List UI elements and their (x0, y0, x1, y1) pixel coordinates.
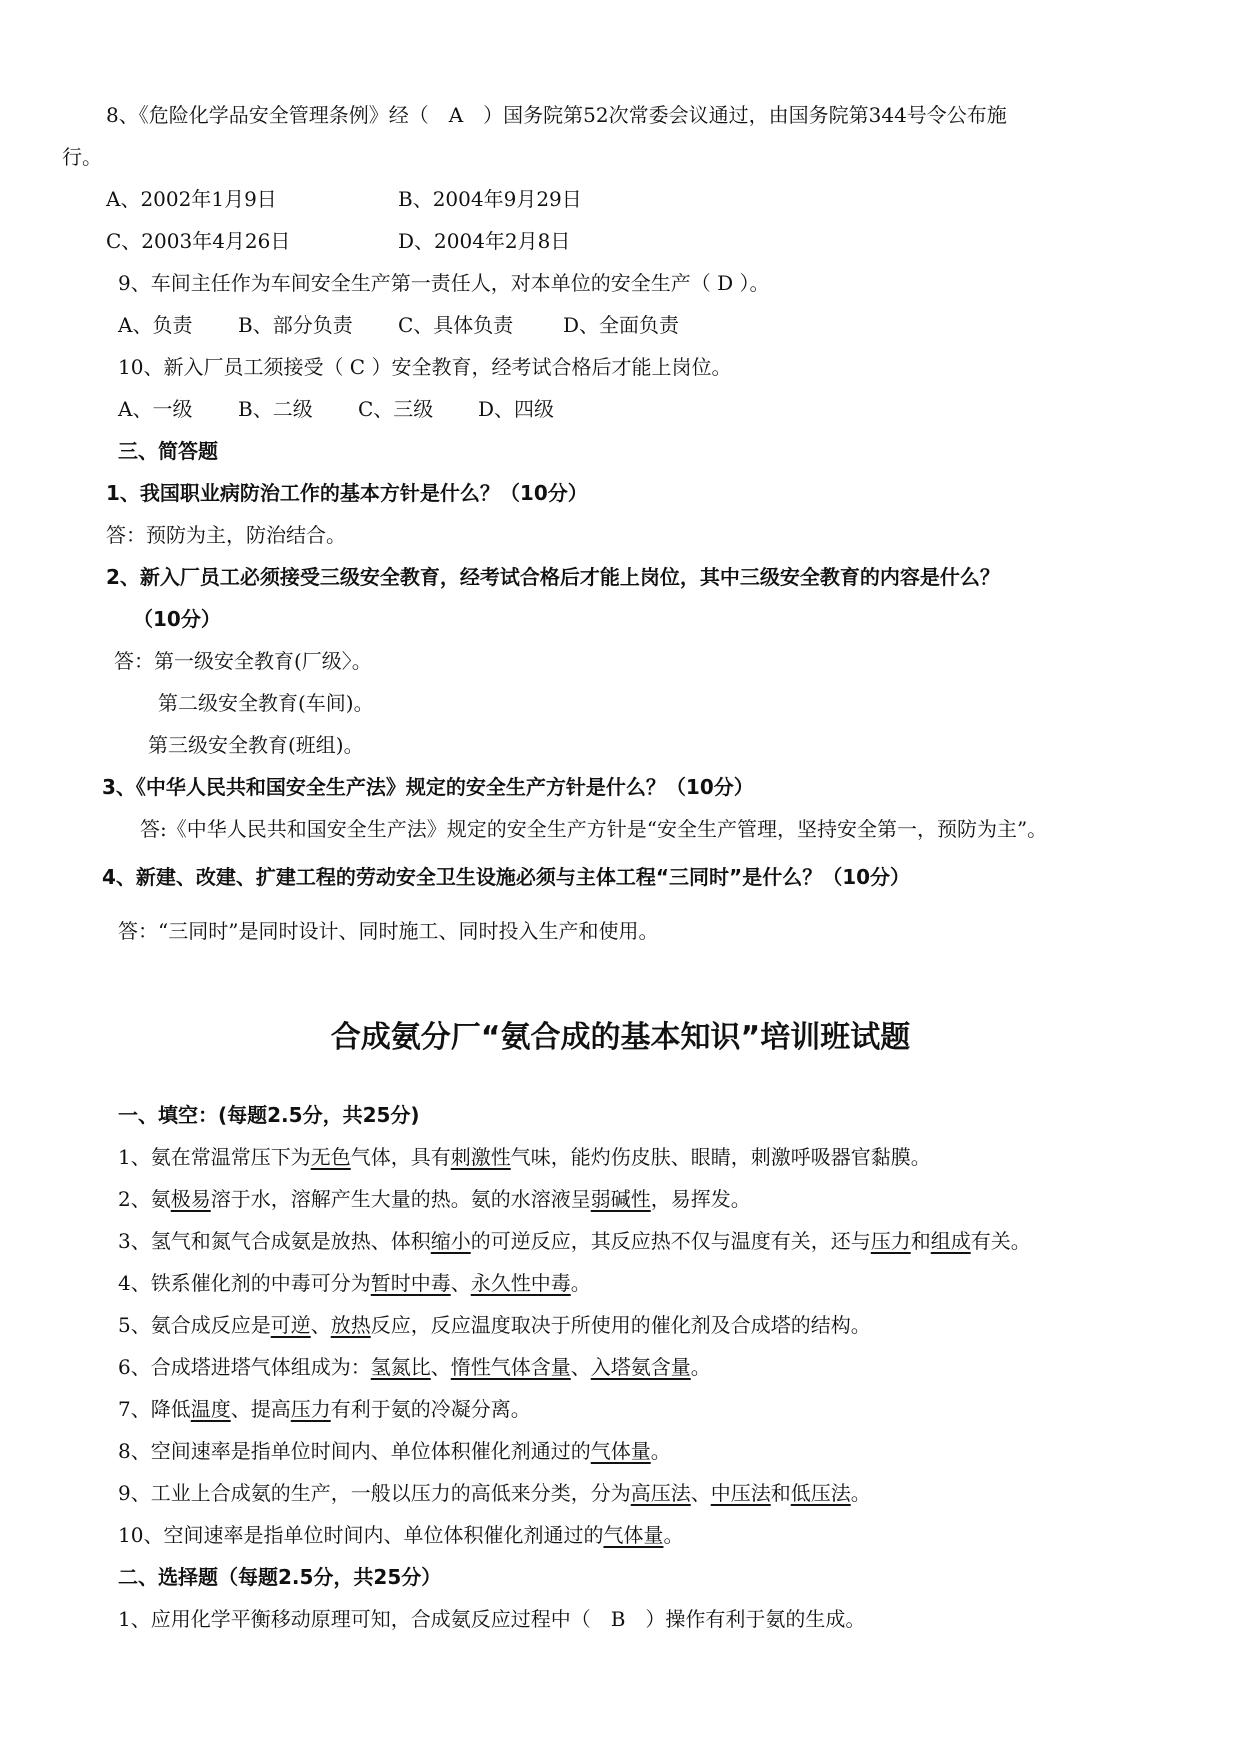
fill-answer: 缩小 (430, 1229, 471, 1253)
fill-question-1: 1、氨在常温常压下为无色气体，具有刺激性气味，能灼伤皮肤、眼睛，刺激呼吸器官黏膜。 (118, 1145, 931, 1169)
fill-answer: 组成 (930, 1229, 971, 1253)
fill-answer: 中压法 (710, 1481, 771, 1505)
question-9-option-b: B、部分负责 (238, 313, 353, 337)
short-answer-2-answer-line3: 第三级安全教育(班组)。 (148, 733, 364, 757)
fill-answer: 气体量 (603, 1523, 664, 1547)
fill-answer: 弱碱性 (590, 1187, 651, 1211)
question-9-option-d: D、全面负责 (563, 313, 680, 337)
question-8-line2: 行。 (62, 145, 102, 169)
fill-answer: 低压法 (790, 1481, 851, 1505)
fill-answer: 可逆 (270, 1313, 311, 1337)
fill-question-6: 6、合成塔进塔气体组成为：氢氮比、惰性气体含量、入塔氨含量。 (118, 1355, 711, 1379)
fill-answer: 压力 (870, 1229, 911, 1253)
question-8-option-d: D、2004年2月8日 (398, 229, 571, 253)
short-answer-1-answer: 答：预防为主，防治结合。 (106, 523, 346, 547)
fill-answer: 入塔氨含量 (590, 1355, 691, 1379)
short-answer-2-answer-line1: 答：第一级安全教育(厂级〉。 (114, 649, 372, 673)
question-10-option-b: B、二级 (238, 397, 313, 421)
question-10-option-a: A、一级 (118, 397, 193, 421)
question-9: 9、车间主任作为车间安全生产第一责任人，对本单位的安全生产（ D ）。 (118, 271, 770, 295)
fill-answer: 高压法 (630, 1481, 691, 1505)
fill-question-2: 2、氨极易溶于水，溶解产生大量的热。氨的水溶液呈弱碱性，易挥发。 (118, 1187, 751, 1211)
fill-answer: 氢氮比 (370, 1355, 431, 1379)
short-answer-4-answer: 答：“三同时”是同时设计、同时施工、同时投入生产和使用。 (118, 919, 659, 943)
fill-question-10: 10、空间速率是指单位时间内、单位体积催化剂通过的气体量。 (118, 1523, 684, 1547)
question-8-option-a: A、2002年1月9日 (106, 187, 277, 211)
fill-question-8: 8、空间速率是指单位时间内、单位体积催化剂通过的气体量。 (118, 1439, 671, 1463)
fill-question-5: 5、氨合成反应是可逆、放热反应，反应温度取决于所使用的催化剂及合成塔的结构。 (118, 1313, 871, 1337)
fill-answer: 压力 (290, 1397, 331, 1421)
fill-answer: 气体量 (590, 1439, 651, 1463)
question-8-option-c: C、2003年4月26日 (106, 229, 291, 253)
fill-answer: 无色 (310, 1145, 351, 1169)
question-10-option-c: C、三级 (358, 397, 434, 421)
short-answer-1-question: 1、我国职业病防治工作的基本方针是什么？（10分） (106, 481, 588, 505)
fill-answer: 永久性中毒 (470, 1271, 571, 1295)
short-answer-4-question: 4、新建、改建、扩建工程的劳动安全卫生设施必须与主体工程“三同时”是什么？（10分） (102, 865, 911, 889)
short-answer-2-question: 2、新入厂员工必须接受三级安全教育，经考试合格后才能上岗位，其中三级安全教育的内容是什么？ (106, 565, 1000, 589)
section-heading-choice: 二、选择题（每题2.5分，共25分） (118, 1565, 442, 1589)
fill-answer: 惰性气体含量 (450, 1355, 571, 1379)
question-9-options (118, 310, 679, 340)
section-heading-short-answer: 三、简答题 (118, 439, 218, 463)
exam-title: 合成氨分厂“氨合成的基本知识”培训班试题 (330, 1020, 911, 1055)
fill-question-4: 4、铁系催化剂的中毒可分为暂时中毒、永久性中毒。 (118, 1271, 591, 1295)
short-answer-3-question: 3、《中华人民共和国安全生产法》规定的安全生产方针是什么？（10分） (102, 775, 754, 799)
fill-answer: 暂时中毒 (370, 1271, 451, 1295)
question-9-option-c: C、具体负责 (398, 313, 514, 337)
fill-question-9: 9、工业上合成氨的生产，一般以压力的高低来分类，分为高压法、中压法和低压法。 (118, 1481, 871, 1505)
question-10-options (118, 394, 554, 424)
fill-question-7: 7、降低温度、提高压力有利于氨的冷凝分离。 (118, 1397, 531, 1421)
question-10: 10、新入厂员工须接受（ C ）安全教育，经考试合格后才能上岗位。 (118, 355, 732, 379)
choice-question-1: 1、应用化学平衡移动原理可知，合成氨反应过程中（ B ）操作有利于氨的生成。 (118, 1607, 866, 1631)
section-heading-fill-blank: 一、填空：(每题2.5分，共25分) (118, 1103, 420, 1127)
fill-answer: 温度 (190, 1397, 231, 1421)
question-9-option-a: A、负责 (118, 313, 193, 337)
short-answer-2-points: （10分） (133, 607, 221, 631)
short-answer-3-answer: 答:《中华人民共和国安全生产法》规定的安全生产方针是“安全生产管理，坚持安全第一，预防为主”。 (140, 817, 1048, 841)
question-10-option-d: D、四级 (478, 397, 555, 421)
question-8-line1: 8、《危险化学品安全管理条例》经（ A ）国务院第52次常委会议通过，由国务院第344号令公布施 (106, 103, 1007, 127)
fill-answer: 极易 (170, 1187, 211, 1211)
question-8-option-b: B、2004年9月29日 (398, 187, 582, 211)
fill-answer: 刺激性 (450, 1145, 511, 1169)
fill-question-3: 3、氢气和氮气合成氨是放热、体积缩小的可逆反应，其反应热不仅与温度有关，还与压力和组成有关。 (118, 1229, 1031, 1253)
fill-answer: 放热 (330, 1313, 371, 1337)
short-answer-2-answer-line2: 第二级安全教育(车间)。 (158, 691, 374, 715)
